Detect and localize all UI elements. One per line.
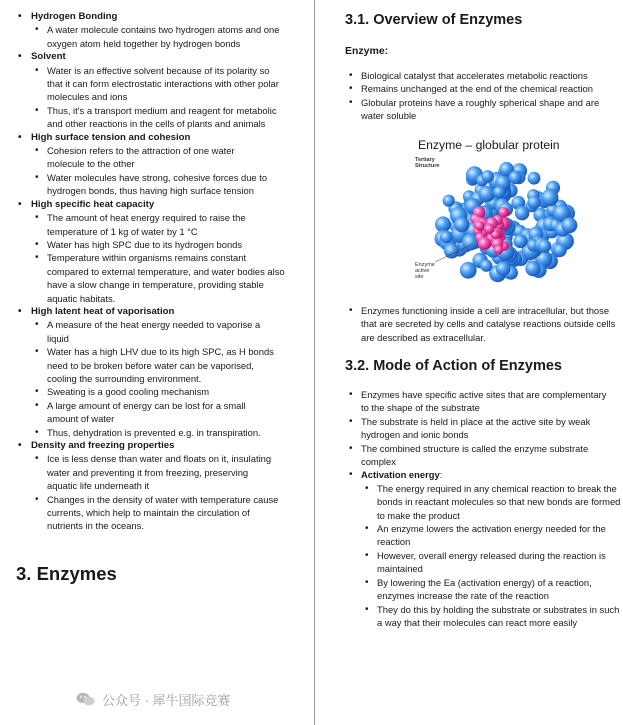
list-item: • Temperature within organisms remains constant compared to external temperature, and water bodies also have a slow change in temperature, providing stable aquatic habitats. xyxy=(47,251,285,305)
list-item: • Cohesion refers to the attraction of one water molecule to the other xyxy=(47,144,262,171)
protein-atom xyxy=(480,259,492,271)
list-item: • High surface tension and cohesion • Cohesion refers to the attraction of one water molecule to the other • Water molecules have strong, cohesive forces due to hydrogen bonds, thus having high surface tension xyxy=(31,131,308,198)
watermark xyxy=(76,690,231,709)
list-item: • A water molecule contains two hydrogen atoms and one oxygen atom held together by hydrogen bonds xyxy=(47,23,285,50)
protein-atom xyxy=(509,171,522,184)
protein-atom xyxy=(528,196,541,209)
protein-atom xyxy=(525,261,540,276)
list-item: • Water has a high LHV due to its high SPC, as H bonds need to be broken before water can be vaporised, cooling the surrounding environment. xyxy=(47,345,285,385)
list-item: • They do this by holding the substrate or substrates in such a way that their molecules can react more easily xyxy=(377,603,622,630)
label-active-site: Enzyme active site xyxy=(415,262,435,280)
list-item: • Solvent • Water is an effective solvent because of its polarity so that it can form electrostatic interactions with other polar molecules and ions • Thus, it's a transport medium and reagent for metabolic and other reactions in the cells of plants and animals xyxy=(31,50,308,130)
protein-atom xyxy=(493,186,505,198)
list-item: • The substrate is held in place at the active site by weak hydrogen and ionic bonds xyxy=(361,415,616,442)
globular-protein-illustration xyxy=(413,136,588,296)
enzyme-label: Enzyme: xyxy=(345,45,389,57)
protein-atom xyxy=(444,243,459,258)
protein-atom xyxy=(515,206,529,220)
list-item: • The amount of heat energy required to raise the temperature of 1 kg of water by 1 °C xyxy=(47,211,272,238)
list-item: • Thus, it's a transport medium and reagent for metabolic and other reactions in the cells of plants and animals xyxy=(47,104,277,131)
list-item: • By lowering the Ea (activation energy) of a reaction, enzymes increase the rate of the reaction xyxy=(377,576,622,603)
active-site-atom xyxy=(475,221,485,231)
section-heading-mode-of-action: 3.2. Mode of Action of Enzymes xyxy=(345,358,562,374)
active-site-atom xyxy=(484,224,495,235)
list-item: • High latent heat of vaporisation • A measure of the heat energy needed to vaporise a liquid • Water has a high LHV due to its high SPC, as H bonds need to be broken before water can be vaporised, cooling the surrounding environment. • Sweating is a good cooling mechanism • A large amount of energy can be lost for a small amount of water • Thus, dehydration is prevented e.g. in transpiration. xyxy=(31,305,308,439)
list-item: • A large amount of energy can be lost for a small amount of water xyxy=(47,399,262,426)
active-site-atom xyxy=(494,245,503,254)
list-item: • Biological catalyst that accelerates metabolic reactions xyxy=(361,69,616,82)
column-divider xyxy=(314,0,315,725)
list-item: • Remains unchanged at the end of the chemical reaction xyxy=(361,82,616,95)
active-site-atom xyxy=(478,237,491,250)
label-tertiary: Tertiary Structure xyxy=(415,157,440,169)
figure-title: Enzyme – globular protein xyxy=(418,138,560,152)
section-heading-overview: 3.1. Overview of Enzymes xyxy=(345,12,523,28)
left-column xyxy=(0,0,308,533)
location-list xyxy=(361,304,616,344)
protein-atom xyxy=(541,189,558,206)
watermark-text: 公众号 · 犀牛国际竞赛 xyxy=(102,693,231,708)
protein-atom xyxy=(553,244,566,257)
list-item: • Ice is less dense than water and floats on it, insulating water and preventing it from freezing, preserving aquatic life underneath it xyxy=(47,452,272,492)
protein-atom xyxy=(562,217,578,233)
protein-atom xyxy=(443,195,455,207)
protein-atom xyxy=(528,172,541,185)
list-item: • Hydrogen Bonding • A water molecule contains two hydrogen atoms and one oxygen atom held together by hydrogen bonds xyxy=(31,10,308,50)
list-item: • Water molecules have strong, cohesive forces due to hydrogen bonds, thus having high surface tension xyxy=(47,171,285,198)
list-item: • Water has high SPC due to its hydrogen bonds xyxy=(47,238,285,251)
list-item: • The combined structure is called the enzyme substrate complex xyxy=(361,442,616,469)
list-item: • Enzymes functioning inside a cell are intracellular, but those that are secreted by cells and catalyse reactions outside cells are described as extracellular. xyxy=(361,304,616,344)
list-item: • Activation energy: • The energy required in any chemical reaction to break the bonds in reactant molecules so that new bonds are formed to make the product • An enzyme lowers the activation energy needed for the reaction • However, overall energy released during the reaction is maintained • By lowering the Ea (activation energy) of a reaction, enzymes increase the rate of the reaction • They do this by holding the substrate or substrates in such a way that their molecules can react more easily xyxy=(361,468,616,629)
list-item: • Thus, dehydration is prevented e.g. in transpiration. xyxy=(47,426,285,439)
protein-atom xyxy=(481,170,494,183)
list-item: • Globular proteins have a roughly spherical shape and are water soluble xyxy=(361,96,616,123)
list-item: • The energy required in any chemical reaction to break the bonds in reactant molecules so that new bonds are formed to make the product xyxy=(377,482,622,522)
list-item: • Enzymes have specific active sites that are complementary to the shape of the substrate xyxy=(361,388,616,415)
protein-atom xyxy=(513,234,527,248)
page-title: 3. Enzymes xyxy=(16,563,117,584)
list-item: • A measure of the heat energy needed to vaporise a liquid xyxy=(47,318,277,345)
protein-atom xyxy=(479,186,495,202)
water-properties-list xyxy=(31,10,308,533)
list-item: • Sweating is a good cooling mechanism xyxy=(47,385,285,398)
protein-atom xyxy=(454,217,469,232)
action-list xyxy=(361,388,621,629)
protein-atom xyxy=(440,231,453,244)
list-item: • Water is an effective solvent because of its polarity so that it can form electrostatic interactions with other polar molecules and ions xyxy=(47,64,285,104)
list-item: • Density and freezing properties • Ice is less dense than water and floats on it, insulating water and preventing it from freezing, preserving aquatic life underneath it • Changes in the density of water with temperature cause currents, which help to maintain the circulation of nutrients in the oceans. xyxy=(31,439,308,533)
protein-atom xyxy=(460,262,477,279)
protein-atom xyxy=(496,261,511,276)
wechat-icon xyxy=(76,692,96,707)
protein-atom xyxy=(538,239,551,252)
list-item: • Changes in the density of water with temperature cause currents, which help to maintain the circulation of nutrients in the oceans. xyxy=(47,493,285,533)
overview-list xyxy=(361,69,616,123)
list-item: • High specific heat capacity • The amount of heat energy required to raise the temperature of 1 kg of water by 1 °C • Water has high SPC due to its hydrogen bonds • Temperature within organisms remains constant compared to external temperature, and water bodies also have a slow change in temperature, providing stable aquatic habitats. xyxy=(31,198,308,305)
list-item: • An enzyme lowers the activation energy needed for the reaction xyxy=(377,522,622,549)
list-item: • However, overall energy released during the reaction is maintained xyxy=(377,549,622,576)
right-column xyxy=(318,0,623,725)
